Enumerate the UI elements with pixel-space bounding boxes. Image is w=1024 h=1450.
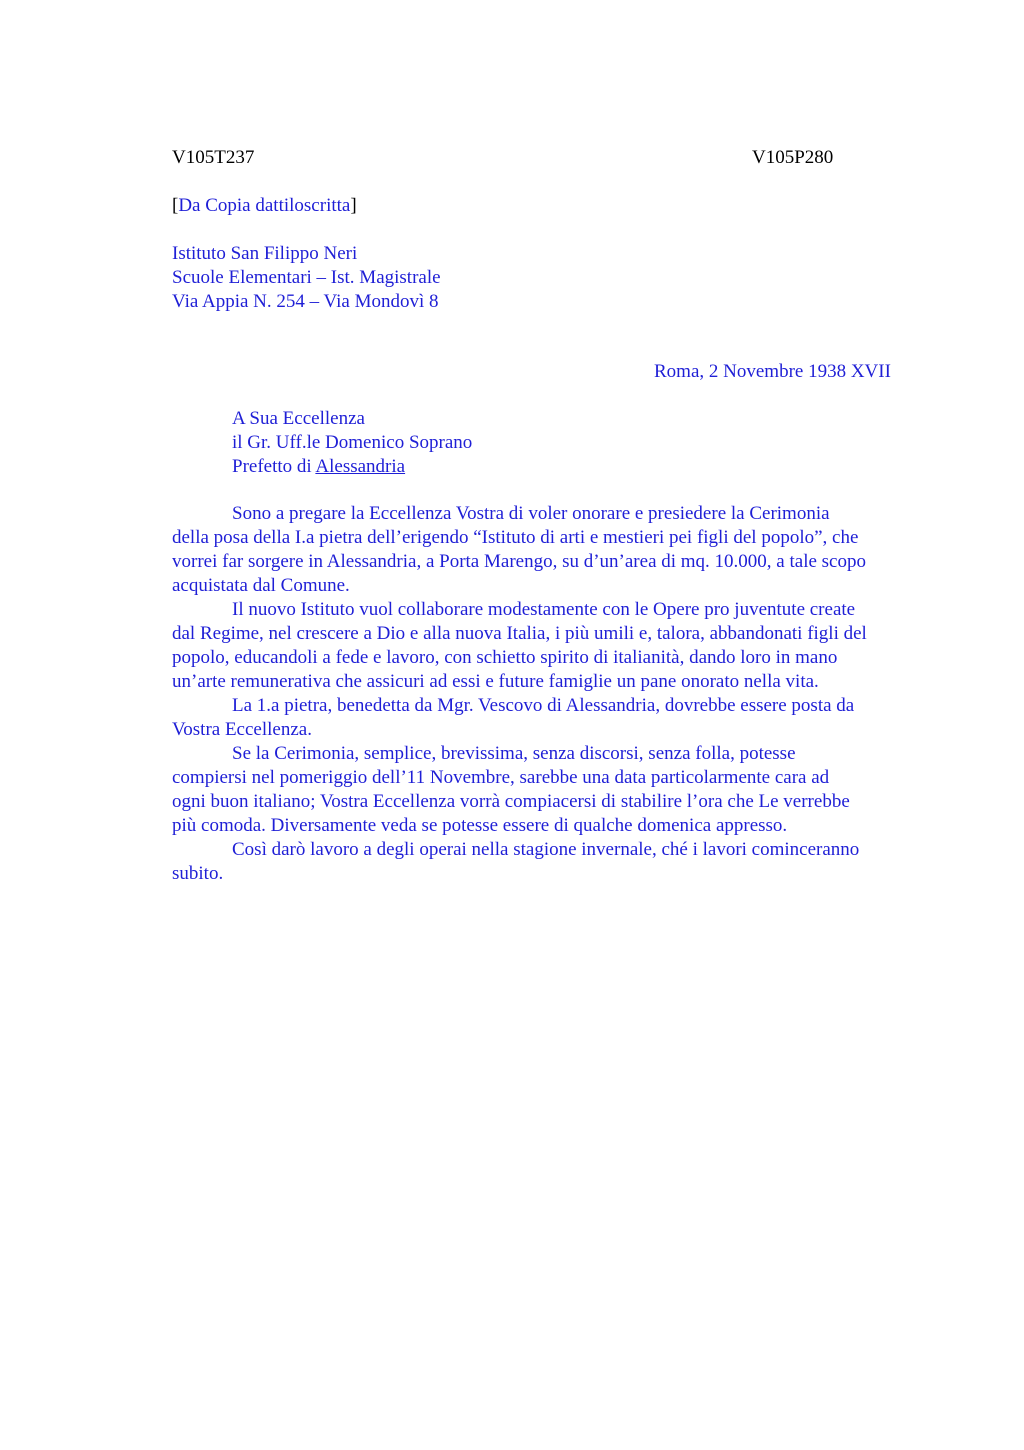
body-line: Sono a pregare la Eccellenza Vostra di voler onorare e presiedere la Cerimonia xyxy=(232,503,830,524)
source-note xyxy=(172,194,357,218)
body-line: compiersi nel pomeriggio dell’11 Novembre, sarebbe una data particolarmente cara ad xyxy=(172,767,830,788)
body-line: vorrei far sorgere in Alessandria, a Porta Marengo, su d’un’area di mq. 10.000, a tale scopo xyxy=(172,551,866,572)
sender-street: Via Appia N. 254 – Via Mondovì 8 xyxy=(172,291,439,312)
source-note-close-bracket: ] xyxy=(350,195,357,216)
body-line: subito. xyxy=(172,863,224,884)
letter-date: Roma, 2 Novembre 1938 XVII xyxy=(654,361,891,382)
body-line: Così darò lavoro a degli operai nella stagione invernale, ché i lavori cominceranno xyxy=(232,839,860,860)
body-line: acquistata dal Comune. xyxy=(172,575,350,596)
recipient-block xyxy=(232,407,472,479)
reference-code-right: V105P280 xyxy=(752,147,834,168)
letter-body xyxy=(172,502,930,886)
body-line: ogni buon italiano; Vostra Eccellenza vorrà compiacersi di stabilire l’ora che Le verrebbe xyxy=(172,791,850,812)
recipient-name: il Gr. Uff.le Domenico Soprano xyxy=(232,432,473,453)
body-line: della posa della I.a pietra dell’erigendo “Istituto di arti e mestieri pei figli del popolo”, che xyxy=(172,527,859,548)
body-line: popolo, educandoli a fede e lavoro, con schietto spirito di italianità, dando loro in mano xyxy=(172,647,838,668)
sender-schools: Scuole Elementari – Ist. Magistrale xyxy=(172,267,441,288)
reference-code-left: V105T237 xyxy=(172,147,255,168)
body-line: Il nuovo Istituto vuol collaborare modestamente con le Opere pro juventute create xyxy=(232,599,856,620)
body-line: Vostra Eccellenza. xyxy=(172,719,312,740)
recipient-title xyxy=(232,455,472,479)
sender-name: Istituto San Filippo Neri xyxy=(172,243,358,264)
source-note-open-bracket: [ xyxy=(172,195,179,216)
recipient-title-prefix: Prefetto di xyxy=(232,456,316,477)
source-note-text: Da Copia dattiloscritta xyxy=(178,195,351,216)
sender-address-block xyxy=(172,242,441,314)
recipient-salutation: A Sua Eccellenza xyxy=(232,408,365,429)
body-line: Se la Cerimonia, semplice, brevissima, senza discorsi, senza folla, potesse xyxy=(232,743,796,764)
body-line: La 1.a pietra, benedetta da Mgr. Vescovo di Alessandria, dovrebbe essere posta da xyxy=(232,695,855,716)
body-line: più comoda. Diversamente veda se potesse essere di qualche domenica appresso. xyxy=(172,815,788,836)
body-line: un’arte remunerativa che assicuri ad essi e future famiglie un pane onorato nella vita. xyxy=(172,671,819,692)
body-line: dal Regime, nel crescere a Dio e alla nuova Italia, i più umili e, talora, abbandonati figli del xyxy=(172,623,867,644)
recipient-city: Alessandria xyxy=(315,456,406,477)
